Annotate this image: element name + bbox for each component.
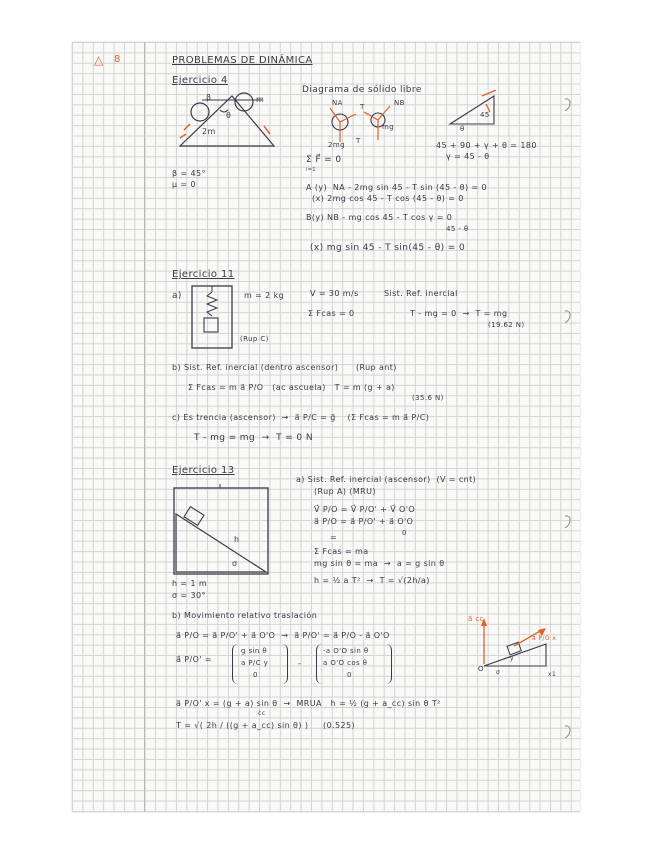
ring-hole-mark: [557, 723, 573, 740]
diagram-origin-label: O: [478, 665, 484, 673]
matrix2-row2: a O'O cos θ: [323, 659, 368, 667]
inertial-frame-note: Sist. Ref. inercial: [384, 289, 458, 298]
diagram-x1-label: x1: [548, 671, 557, 678]
ej13-matrix-2: [316, 644, 392, 684]
ring-hole-mark: [557, 308, 573, 325]
ej13-given-h: h = 1 m: [172, 579, 208, 588]
equation-b-y: B(y) NB - mg cos 45 - T cos γ = 0: [306, 213, 453, 222]
ejercicio4-heading: Ejercicio 4: [172, 75, 228, 86]
ejercicio11-heading: Ejercicio 11: [172, 269, 235, 280]
ej11-part-c: c) Es trencia (ascensor) → a⃗ P/C = g⃗ (Σ Fcas = m a⃗ P/C): [172, 413, 430, 422]
height-h-label: h: [234, 535, 240, 544]
ring-hole-mark: [557, 96, 573, 113]
ej13-height-equation: h = ½ a T² → T = √(2h/a): [314, 576, 430, 585]
diagram-theta-label: σ: [496, 669, 501, 676]
diagram-y-label: y: [510, 655, 514, 662]
matrix2-row1: -a O'O sin θ: [323, 647, 369, 655]
angle-triangle-figure: [446, 90, 500, 133]
sum-forces: Σ F⃗ = 0: [306, 155, 342, 165]
fbd-t1-label: T: [360, 103, 365, 111]
equation-b-note: 45 - θ: [446, 225, 469, 233]
fbd-na-label: NA: [332, 99, 343, 107]
equation-a-x: (x) 2mg cos 45 - T cos (45 - θ) = 0: [312, 194, 464, 203]
corner-number: 8: [114, 54, 121, 65]
angle-theta-label: θ: [226, 111, 232, 120]
ejercicio11-part-a-label: a): [172, 291, 182, 301]
mass-2m-label: 2m: [202, 127, 216, 136]
ej13-part-b: b) Movimiento relativo traslación: [172, 611, 318, 620]
ej11-tension-value: (19.62 N): [488, 321, 525, 329]
matrix1-row3: 0: [253, 671, 258, 679]
elevator-spring-figure: [190, 284, 236, 350]
sum-forces-sub: i=1: [306, 167, 316, 173]
ej13-given-angle: σ = 30°: [172, 591, 206, 600]
ej11-part-b: b) Sist. Ref. inercial (dentro ascensor) (Rup ant): [172, 363, 397, 372]
ej13-mg-equation: mg sin θ = ma → a = g sin θ: [314, 559, 445, 568]
relative-motion-diagram: [466, 616, 562, 686]
corner-triangle: △: [94, 53, 104, 67]
equation-b-x: (x) mg sin 45 - T sin(45 - θ) = 0: [310, 243, 466, 253]
ej11-part-b-value: (35.6 N): [412, 394, 444, 402]
page-title: PROBLEMAS DE DINÁMICA: [172, 55, 313, 66]
angle-equation-1: 45 + 90 + γ + θ = 180: [436, 141, 537, 150]
ej13-part-a: a) Sist. Ref. inercial (ascensor) (V = cnt): [296, 475, 477, 484]
triangle-45-label: 45: [480, 111, 490, 119]
matrix1-row1: g sin θ: [241, 647, 268, 655]
given-mu: μ = 0: [172, 180, 196, 189]
elevator-box-label: (Rup C): [240, 335, 269, 343]
margin-line: [144, 42, 145, 812]
equation-a-y: A (y) NA - 2mg sin 45 - T sin (45 - θ) = 0: [306, 183, 487, 192]
ej13-part-a-sub: (Rup A) (MRU): [314, 487, 376, 496]
ej13-cc-subscript: cc: [258, 710, 266, 717]
fbd-mg-label: mg: [382, 123, 395, 131]
angle-beta-label: β: [206, 93, 212, 102]
diagram-heading: Diagrama de sólido libre: [302, 85, 422, 95]
ej13-part-b-accel-x: a⃗ P/O' x = (g + a) sin θ → MRUA h = ½ (g + a_cc) sin θ T²: [176, 699, 441, 708]
incline-angle-label: σ: [232, 559, 238, 568]
ej13-part-b-relation: a⃗ P/O = a⃗ P/O' + a⃗ O'O → a⃗ P/O' = a⃗ P/O - a⃗ O'O: [176, 631, 390, 640]
matrix1-row2: a P/C y: [241, 659, 269, 667]
ej13-sum-forces: Σ Fcas = ma: [314, 547, 369, 556]
triangle-theta-label: θ: [460, 125, 465, 133]
elevator-incline-figure: [172, 484, 272, 580]
free-body-diagram: [316, 98, 426, 150]
pulley-incline-figure: [172, 90, 282, 160]
ej11-part-b-equation: Σ Fcas = m a⃗ P/O (ac ascuela) T = m (g + a): [188, 383, 395, 392]
ej13-equals: =: [330, 533, 338, 542]
ej13-matrix-1: [232, 644, 288, 684]
ej11-tension-equation: T - mg = 0 → T = mg: [410, 309, 508, 318]
fbd-nb-label: NB: [394, 99, 405, 107]
ring-hole-mark: [557, 513, 573, 530]
ej13-matrix-minus: -: [298, 659, 302, 668]
ej13-period-result: T = √( 2h / ((g + a_cc) sin θ) ) (0.525): [176, 721, 355, 730]
given-beta: β = 45°: [172, 169, 206, 178]
diagram-acc-label: a⃗ cc: [468, 615, 484, 623]
ejercicio13-heading: Ejercicio 13: [172, 465, 235, 476]
matrix2-row3: 0: [347, 671, 352, 679]
mass-m-label: m: [256, 95, 265, 104]
ej13-zero-note: 0: [402, 529, 407, 537]
mass-value: m = 2 kg: [244, 291, 285, 300]
fbd-2mg-label: 2mg: [328, 141, 345, 149]
ej13-velocity-relation: V⃗ P/O = V⃗ P/O' + V⃗ O'O: [314, 505, 416, 514]
ej11-part-c-equation: T - mg = mg → T = 0 N: [194, 433, 313, 443]
diagram-apo-label: a⃗ P/O x: [532, 635, 557, 642]
ej13-accel-relation: a⃗ P/O = a⃗ P/O' + a⃗ O'O: [314, 517, 414, 526]
velocity-value: V = 30 m/s: [310, 289, 359, 298]
fbd-t2-label: T: [356, 137, 361, 145]
ej11-sum-forces: Σ Fcas = 0: [308, 309, 355, 318]
ej13-matrix-label: a⃗ P/O' =: [176, 655, 212, 664]
angle-equation-2: γ = 45 - θ: [446, 152, 490, 161]
